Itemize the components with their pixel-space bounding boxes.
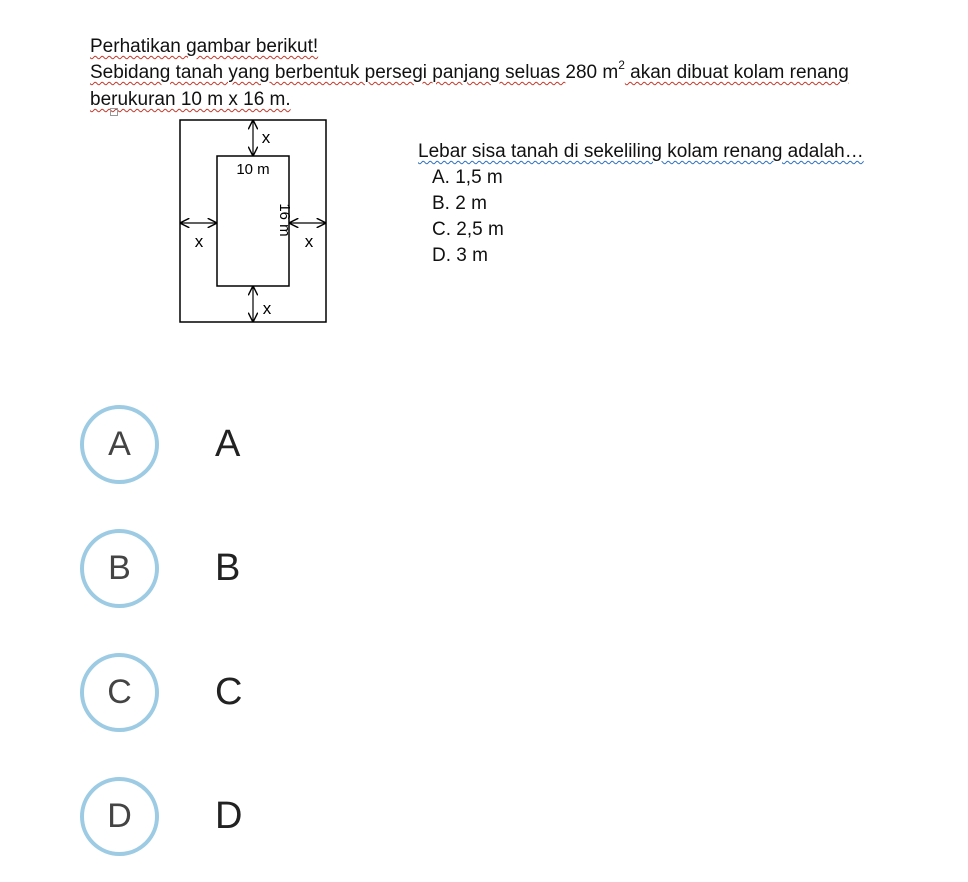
- option-text-a: A. 1,5 m: [432, 167, 503, 188]
- option-text-c: C. 2,5 m: [432, 219, 504, 240]
- answer-letter-a[interactable]: A: [80, 405, 159, 484]
- answer-letter-c[interactable]: C: [80, 653, 159, 732]
- anchor-icon: [110, 108, 118, 116]
- right-x-label: x: [304, 232, 314, 251]
- option-text-b: B. 2 m: [432, 193, 487, 214]
- area-exponent: 2: [618, 57, 625, 72]
- answer-choice-a[interactable]: [80, 405, 240, 484]
- answer-choice-c[interactable]: [80, 653, 242, 732]
- answer-choice-b[interactable]: [80, 529, 240, 608]
- left-x-label: x: [194, 232, 204, 251]
- area-value: 280 m: [565, 62, 619, 83]
- question-intro: Perhatikan gambar berikut!: [90, 36, 319, 57]
- top-x-label: x: [261, 128, 271, 147]
- question-prompt: Lebar sisa tanah di sekeliling kolam renang adalah…: [418, 141, 864, 162]
- answer-letter-b[interactable]: B: [80, 529, 159, 608]
- answer-label-a[interactable]: A: [215, 423, 241, 465]
- answer-label-c[interactable]: C: [215, 671, 243, 713]
- question-line-2: Sebidang tanah yang berbentuk persegi panjang seluas 280 $m^2$ akan dibuat kolam renang: [90, 57, 849, 83]
- answer-letter-d[interactable]: D: [80, 777, 159, 856]
- height-label: 16 m: [276, 203, 293, 237]
- option-text-d: D. 3 m: [432, 245, 488, 266]
- question-line-3: berukuran 10 m x 16 m.: [90, 89, 291, 110]
- pool-diagram: [170, 110, 340, 330]
- answer-label-b[interactable]: B: [215, 547, 241, 589]
- width-label: 10 m: [236, 161, 270, 178]
- answer-label-d[interactable]: D: [215, 795, 243, 837]
- answer-choice-d[interactable]: [80, 777, 242, 856]
- bottom-x-label: x: [262, 299, 272, 318]
